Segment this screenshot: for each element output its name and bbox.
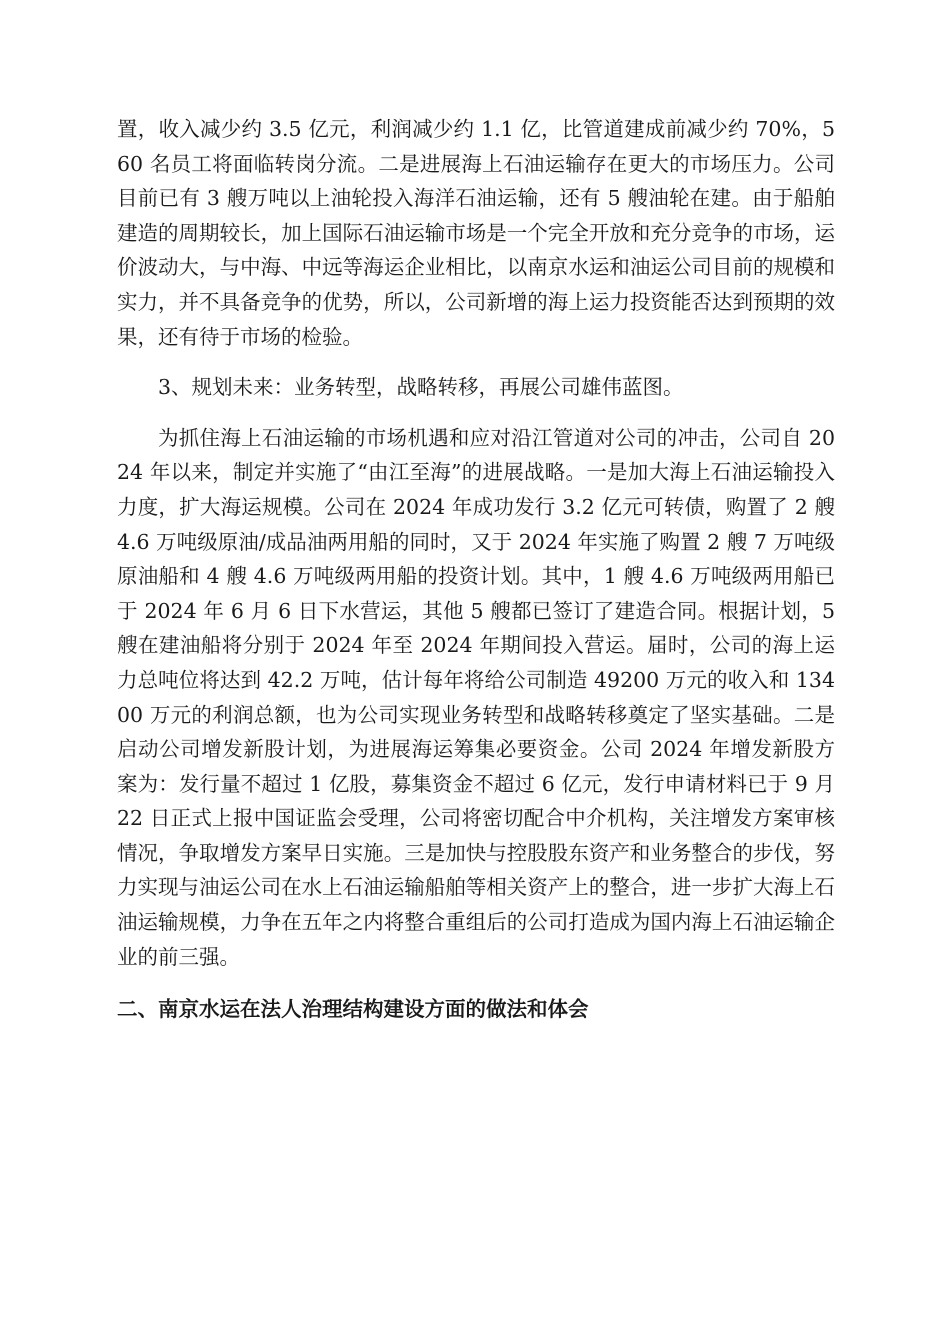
subsection-title: 3、规划未来：业务转型，战略转移，再展公司雄伟蓝图。 [158, 375, 684, 400]
paragraph-strategy: 为抓住海上石油运输的市场机遇和应对沿江管道对公司的冲击，公司自 2024 年以来，制定并实施了“由江至海”的进展战略。一是加大海上石油运输投入力度，扩大海运规模。公司在 2024 年成功发行 3.2 亿元可转债，购置了 2 艘 4.6 万吨级原油/成品油两用船的同时，又于 2024 年实施了购置 2 艘 7 万吨级原油船和 4 艘 4.6 万吨级两用船的投资计划。其中，1 艘 4.6 万吨级两用船已于 2024 年 6 月 6 日下水营运，其他 5 艘都已签订了建造合同。根据计划，5 艘在建油船将分别于 2024 年至 2024 年期间投入营运。届时，公司的海上运力总吨位将达到 42.2 万吨，估计每年将给公司制造 49200 万元的收入和 13400 万元的利润总额，也为公司实现业务转型和战略转移奠定了坚实基础。二是启动公司增发新股计划，为进展海运筹集必要资金。公司 2024 年增发新股方案为：发行量不超过 1 亿股，募集资金不超过 6 亿元，发行申请材料已于 9 月 22 日正式上报中国证监会受理，公司将密切配合中介机构，关注增发方案审核情况，争取增发方案早日实施。三是加快与控股股东资产和业务整合的步伐，努力实现与油运公司在水上石油运输船舶等相关资产上的整合，进一步扩大海上石油运输规模，力争在五年之内将整合重组后的公司打造成为国内海上石油运输企业的前三强。 [117, 425, 835, 969]
document-page [117, 112, 835, 1026]
section-heading: 二、南京水运在法人治理结构建设方面的做法和体会 [117, 997, 589, 1022]
paragraph-continuation: 置，收入减少约 3.5 亿元，利润减少约 1.1 亿，比管道建成前减少约 70%，560 名员工将面临转岗分流。二是进展海上石油运输存在更大的市场压力。公司目前已有 3 艘万吨以上油轮投入海洋石油运输，还有 5 艘油轮在建。由于船舶建造的周期较长，加上国际石油运输市场是一个完全开放和充分竞争的市场，运价波动大，与中海、中远等海运企业相比，以南京水运和油运公司目前的规模和实力，并不具备竞争的优势，所以，公司新增的海上运力投资能否达到预期的效果，还有待于市场的检验。 [117, 117, 835, 349]
